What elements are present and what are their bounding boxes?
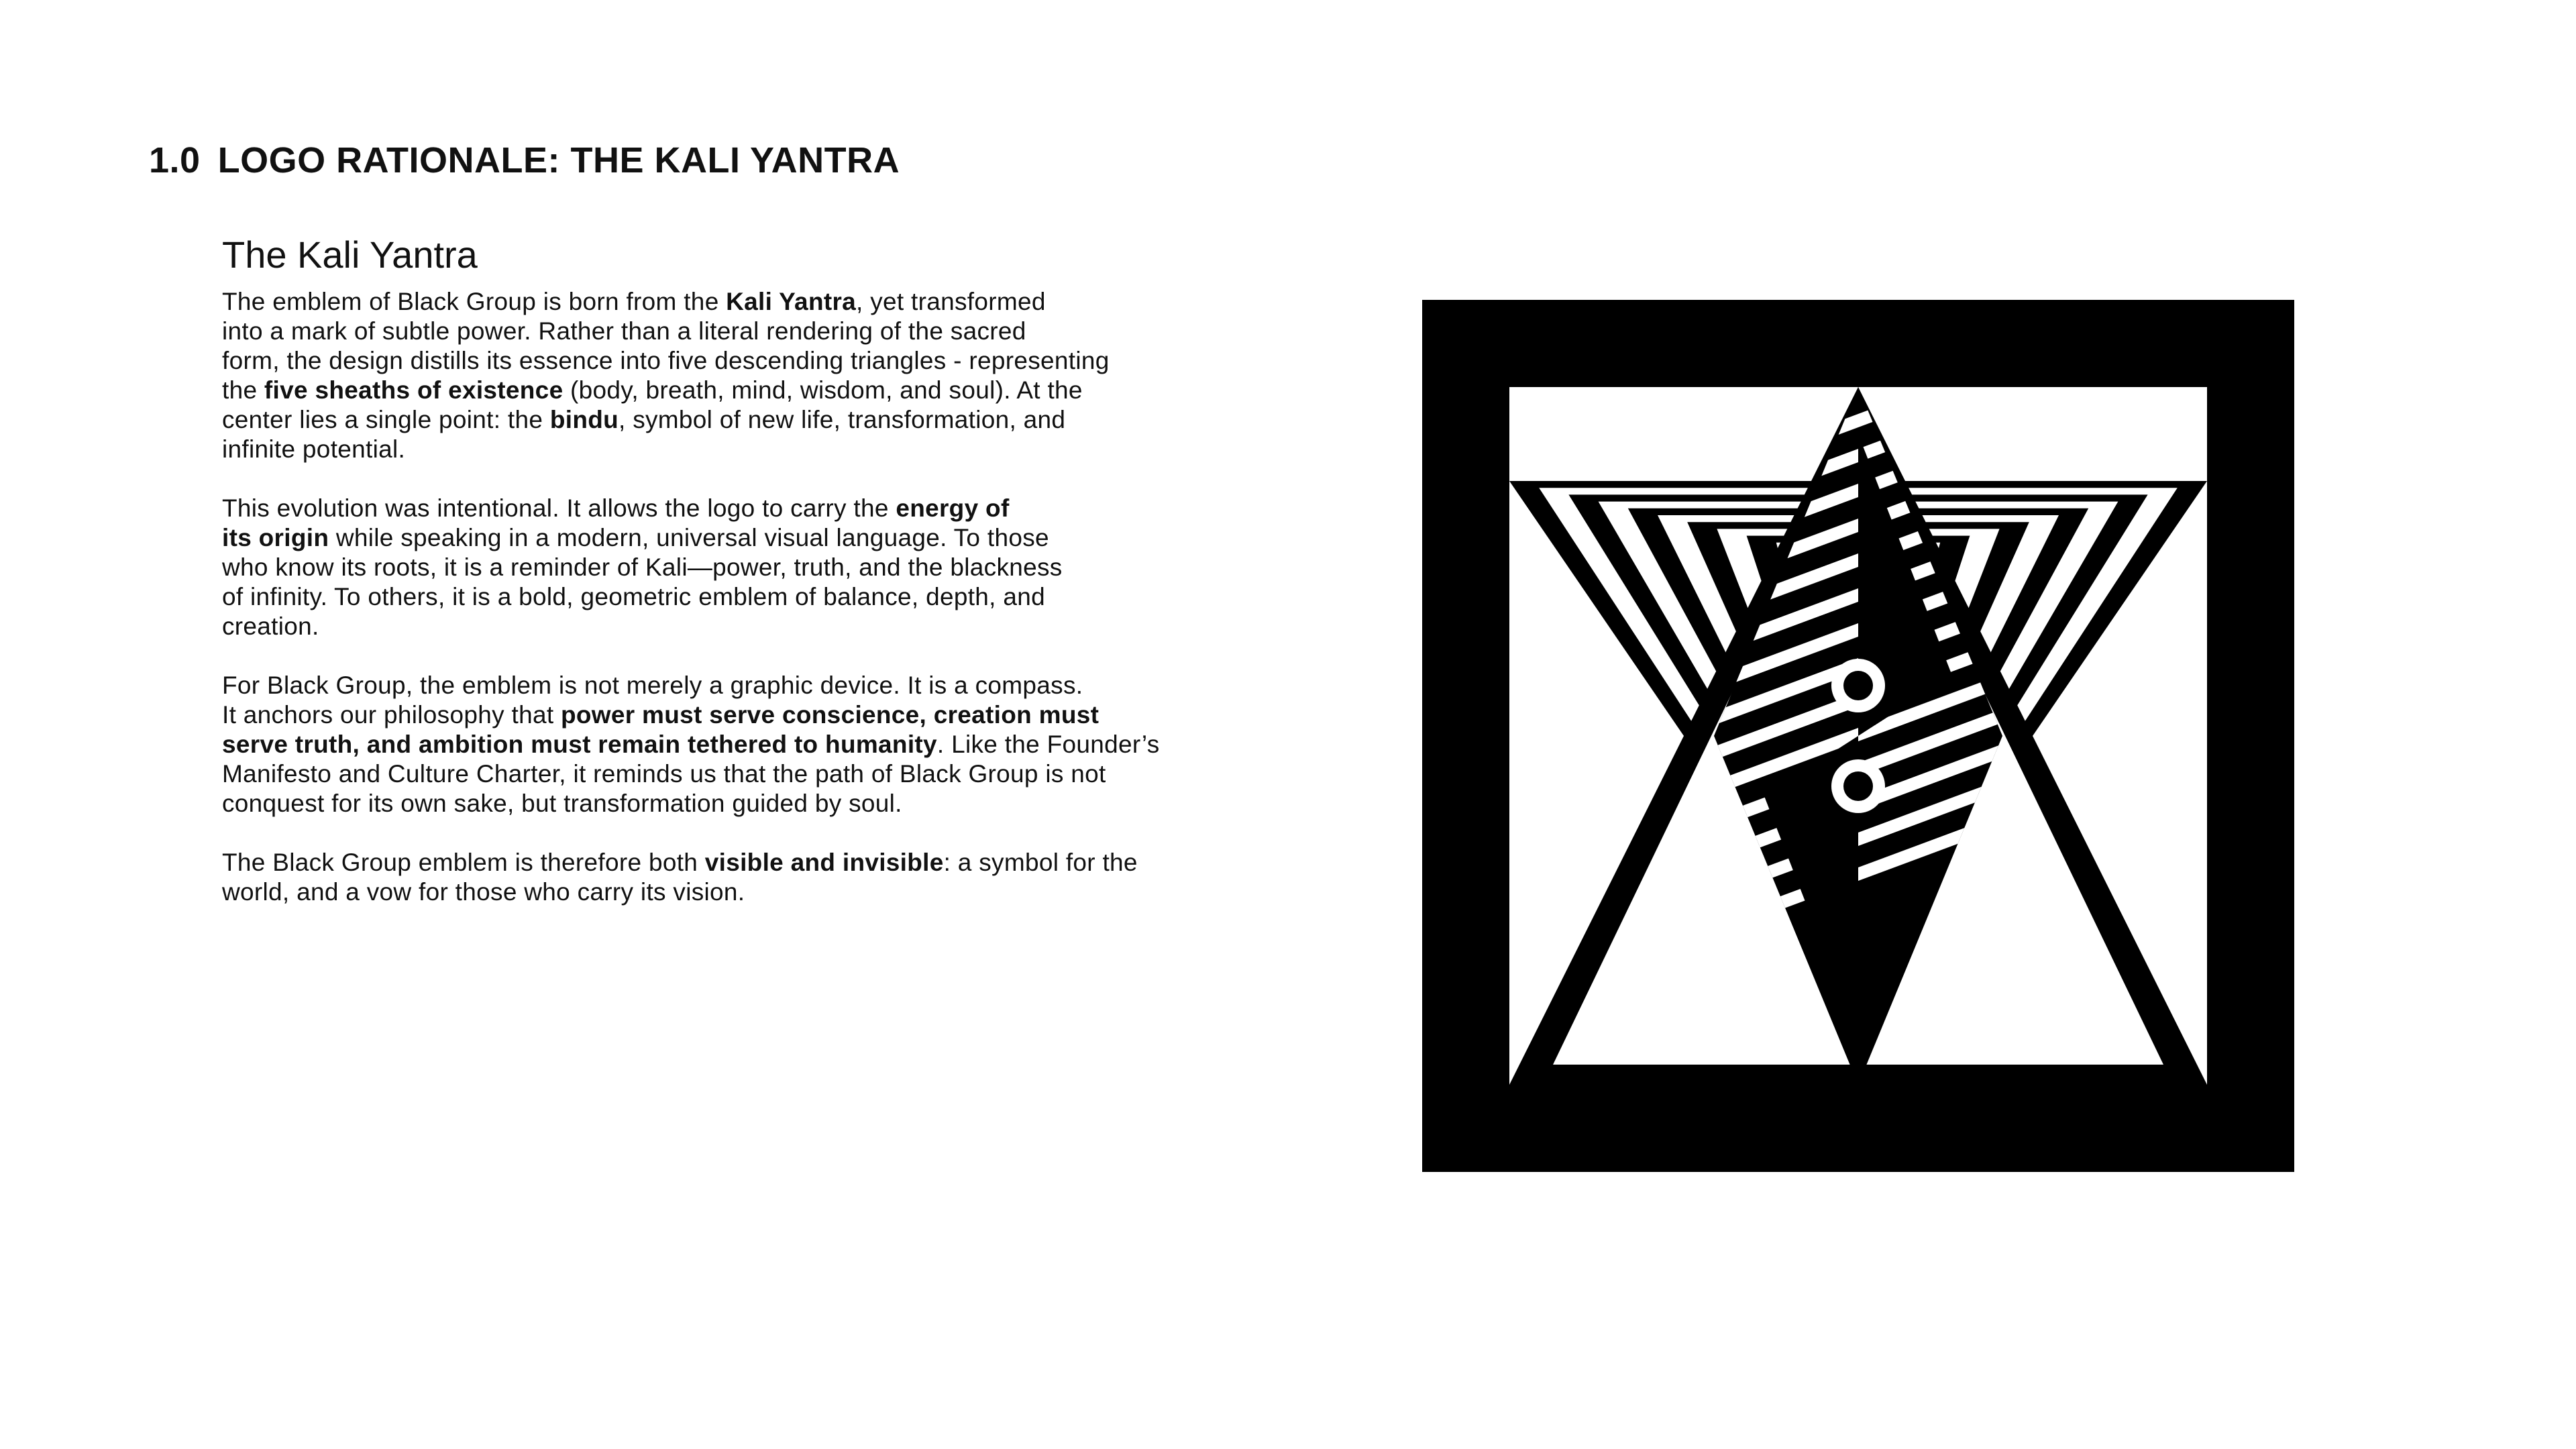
paragraph-text: This evolution was intentional. It allows the logo to carry the	[222, 494, 896, 522]
paragraph-text: , symbol of new life, transformation, and	[619, 406, 1066, 433]
paragraph-text: into a mark of subtle power. Rather than a literal rendering of the sacred	[222, 317, 1026, 345]
subheading: The Kali Yantra	[222, 233, 478, 276]
paragraph-4	[222, 848, 1201, 907]
paragraph-text: of infinity. To others, it is a bold, geometric emblem of balance, depth, and	[222, 583, 1045, 610]
paragraph-text: the	[222, 376, 264, 404]
bindu-point	[1843, 671, 1873, 700]
paragraph-text: who know its roots, it is a reminder of Kali—power, truth, and the blackness	[222, 553, 1063, 581]
emphasis-text: energy of	[896, 494, 1010, 522]
paragraph-3	[222, 671, 1201, 818]
paragraph-text: while speaking in a modern, universal visual language. To those	[329, 524, 1049, 551]
paragraph-text: conquest for its own sake, but transformation guided by soul.	[222, 790, 902, 817]
paragraph-text: It anchors our philosophy that	[222, 701, 561, 729]
paragraph-text: infinite potential.	[222, 435, 406, 463]
paragraph-text: Manifesto and Culture Charter, it reminds us that the path of Black Group is not	[222, 760, 1106, 788]
emphasis-text: bindu	[549, 406, 619, 433]
paragraph-2	[222, 494, 1201, 641]
section-number: 1.0	[149, 140, 201, 180]
emblem-graphic	[1422, 300, 2294, 1172]
paragraph-text: , yet transformed	[856, 288, 1046, 315]
paragraph-text: For Black Group, the emblem is not merely a graphic device. It is a compass.	[222, 672, 1083, 699]
paragraph-text: creation.	[222, 612, 319, 640]
paragraph-text: form, the design distills its essence into five descending triangles - representing	[222, 347, 1110, 374]
emphasis-text: visible and invisible	[704, 849, 944, 876]
emphasis-text: five sheaths of existence	[264, 376, 564, 404]
emphasis-text: power must serve conscience, creation must	[561, 701, 1099, 729]
paragraph-text: : a symbol for the	[943, 849, 1138, 876]
paragraph-text: center lies a single point: the	[222, 406, 550, 433]
paragraph-text: world, and a vow for those who carry its vision.	[222, 878, 745, 906]
section-title: LOGO RATIONALE: THE KALI YANTRA	[217, 140, 900, 180]
emphasis-text: its origin	[222, 524, 329, 551]
section-heading	[149, 140, 900, 181]
bindu-point	[1843, 771, 1873, 801]
emphasis-text: Kali Yantra	[726, 288, 857, 315]
kali-yantra-emblem	[1422, 300, 2294, 1172]
paragraph-1	[222, 287, 1201, 464]
paragraph-text: The Black Group emblem is therefore both	[222, 849, 705, 876]
body-text	[222, 287, 1201, 936]
emphasis-text: serve truth, and ambition must remain tethered to humanity	[222, 731, 937, 758]
paragraph-text: The emblem of Black Group is born from the	[222, 288, 727, 315]
paragraph-text: (body, breath, mind, wisdom, and soul). At the	[563, 376, 1083, 404]
paragraph-text: . Like the Founder’s	[936, 731, 1160, 758]
